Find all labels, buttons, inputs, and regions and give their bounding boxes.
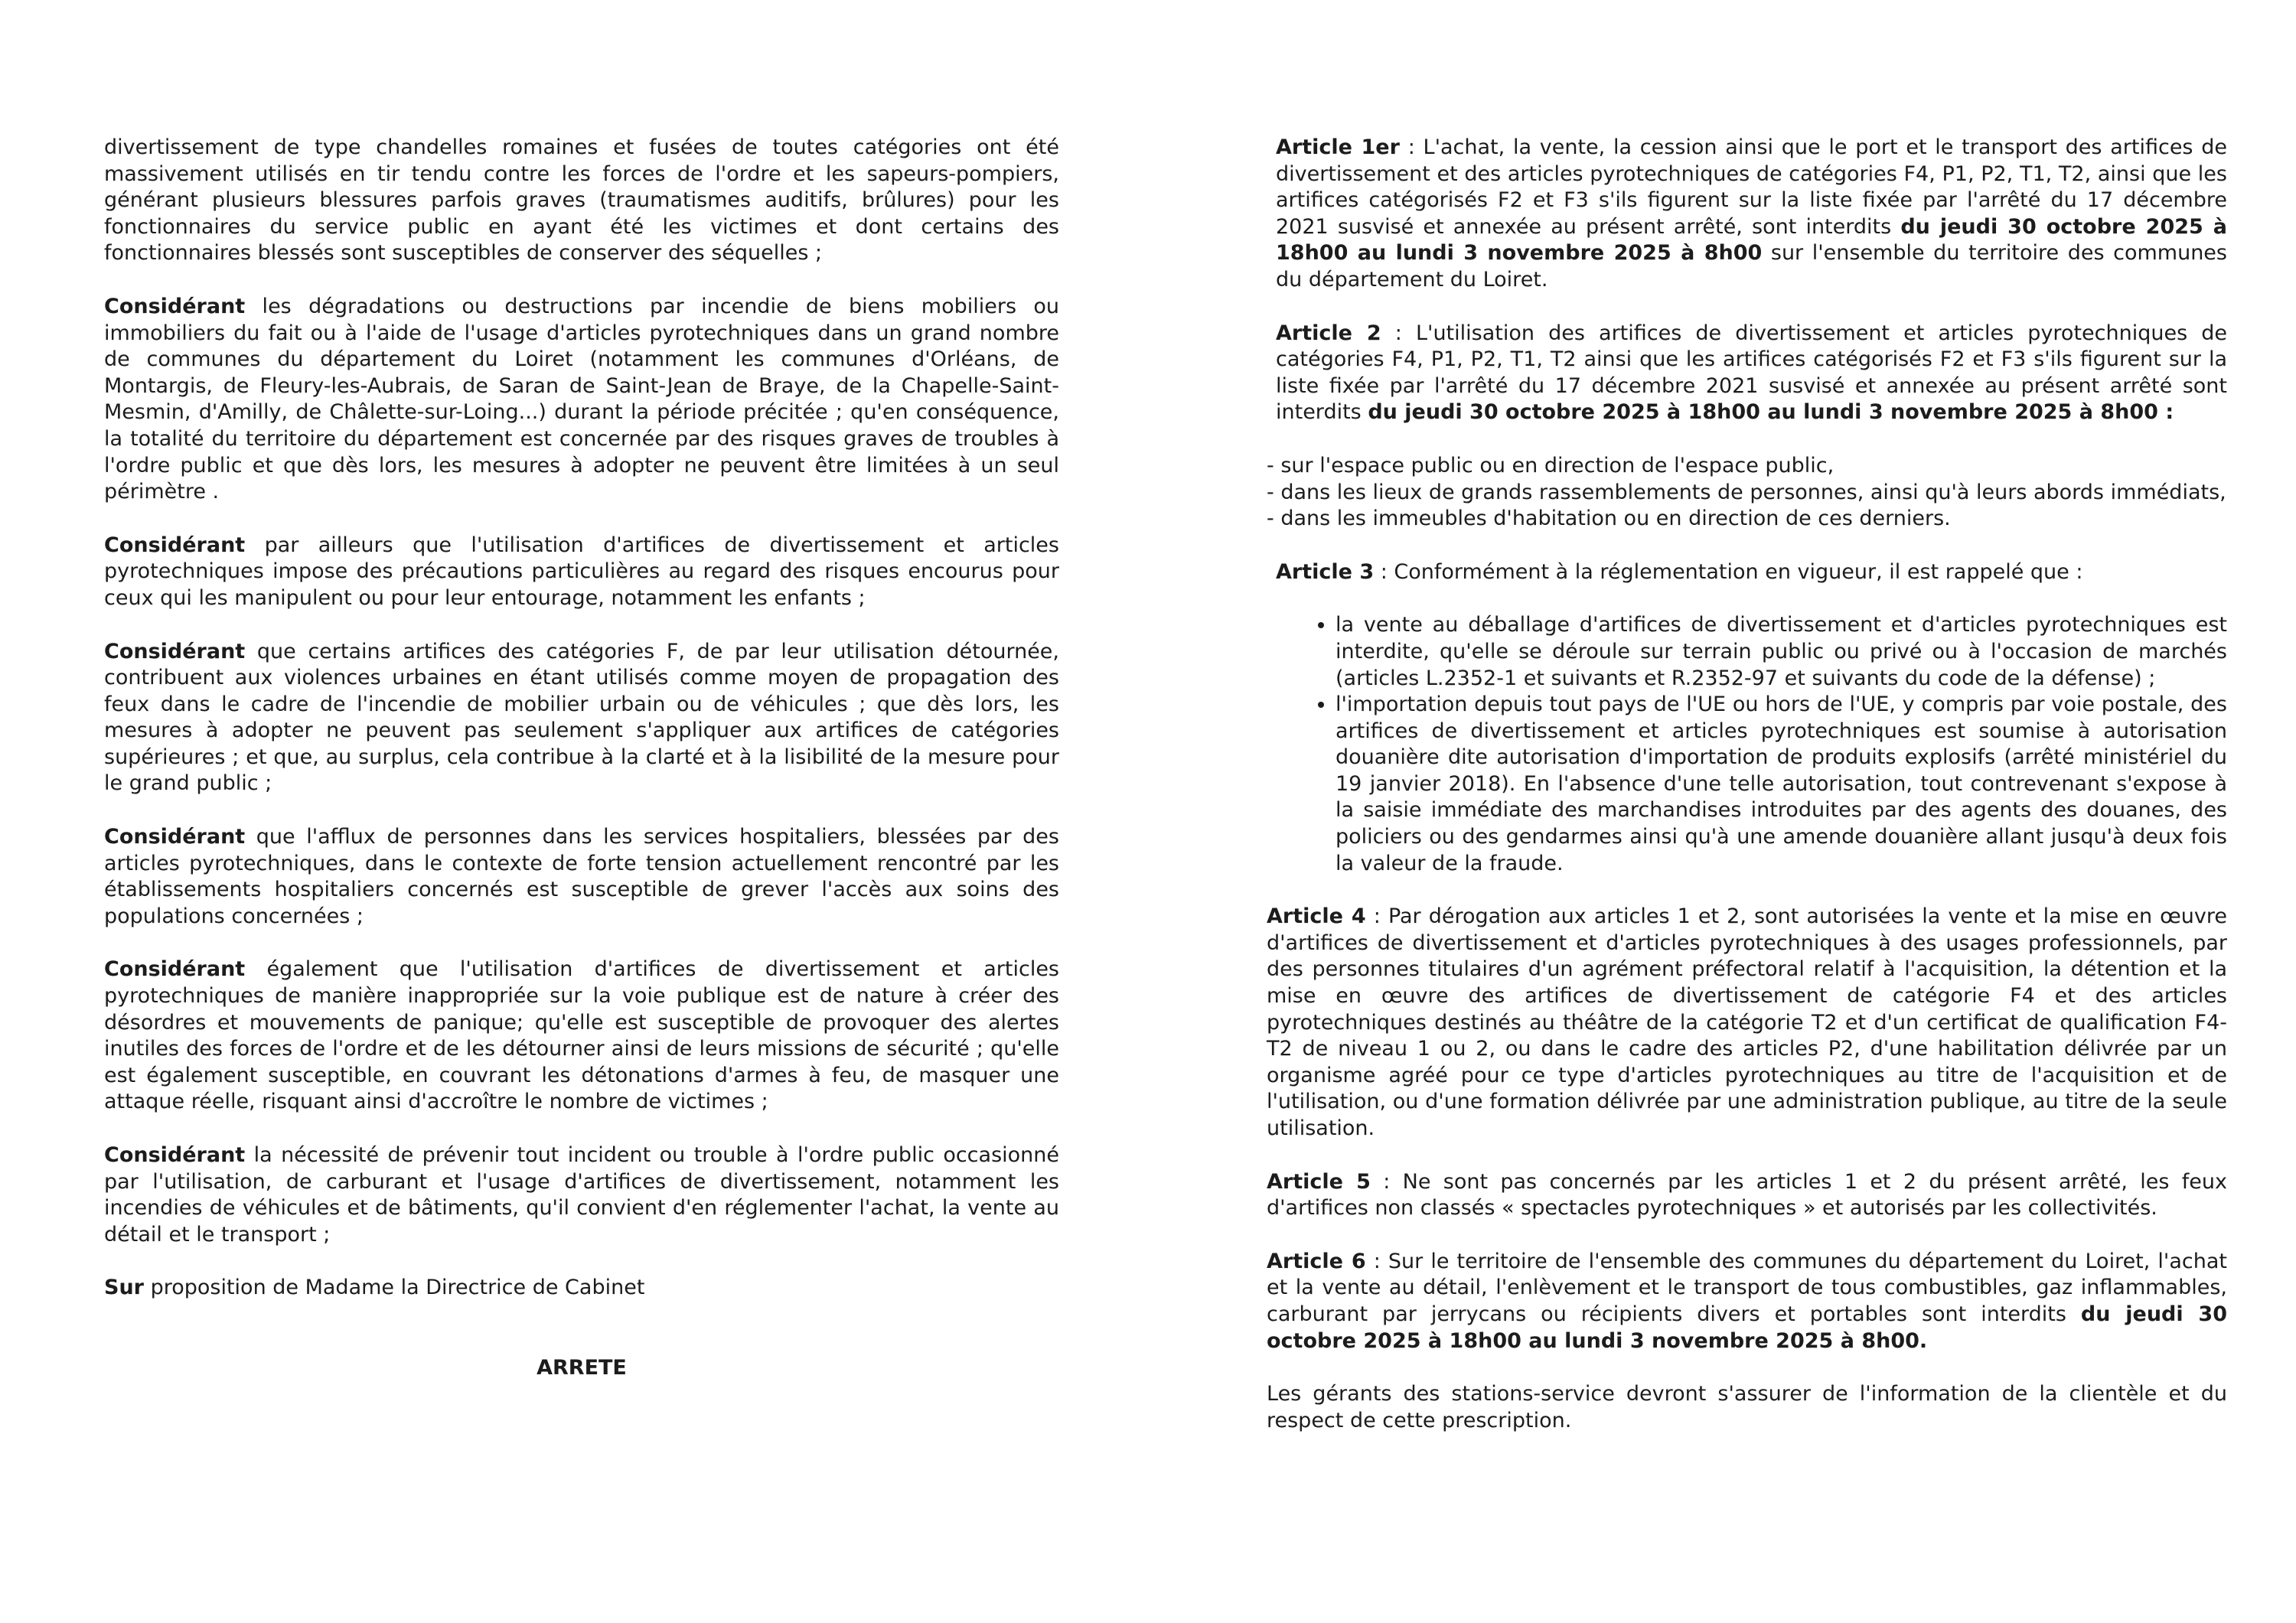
article-6-lead: Article 6 [1267,1249,1366,1273]
right-page [1267,135,2227,1461]
article-3 [1267,559,2227,586]
list-item: - dans les lieux de grands rassemblements de personnes, ainsi qu'à leurs abords immédiats, [1267,480,2226,504]
considerant-lead: Considérant [104,294,246,318]
article-3-text: : Conformément à la réglementation en vigueur, il est rappelé que : [1374,559,2083,584]
intro-paragraph: divertissement de type chandelles romaines et fusées de toutes catégories ont été massivement utilisés en tir tendu contre les forces de l'ordre et les sapeurs-pompiers, générant plusieurs blessures parfois graves (traumatismes auditifs, brûlures) pour les fonctionnaires du service public en ayant été les victimes et dont certains des fonctionnaires blessés sont susceptibles de conserver des séquelles ; [104,135,1059,266]
article-2-lead: Article 2 [1276,321,1381,345]
article-4-lead: Article 4 [1267,904,1366,929]
article-1-lead: Article 1er [1276,135,1400,159]
considerant-text: également que l'utilisation d'artifices de divertissement et articles pyrotechniques de manière inappropriée sur la voie publique est de nature à créer des désordres et mouvements de panique; qu'elle est susceptible de provoquer des alertes inutiles des forces de l'ordre et de les détourner ainsi de leurs missions de sécurité ; qu'elle est également susceptible, en couvrant les détonations d'armes à feu, de masquer une attaque réelle, risquant ainsi d'accroître le nombre de victimes ; [104,957,1059,1114]
considerant-text: par ailleurs que l'utilisation d'artifices de divertissement et articles pyrotechniques impose des précautions particulières au regard des risques encourus pour ceux qui les manipulent ou pour leur entourage, notamment les enfants ; [104,533,1059,610]
list-item: - dans les immeubles d'habitation ou en direction de ces derniers. [1267,507,1951,531]
article-1-dates: du jeudi 30 octobre 2025 à 18h00 au lundi 3 novembre 2025 à 8h00 [1276,214,2227,266]
left-page [104,135,1059,1409]
considerant-lead: Considérant [104,1143,246,1167]
article-3-list [1267,612,2227,877]
article-3-lead: Article 3 [1276,559,1375,584]
article-1 [1267,135,2227,294]
considerant-lead: Considérant [104,825,246,849]
list-item: • l'importation depuis tout pays de l'UE ou hors de l'UE, y compris par voie postale, des artifices de divertissement et articles pyrotechniques est soumise à autorisation douanière dite autorisation d'importation de produits explosifs (arrêté ministériel du 19 janvier 2018). En l'absence d'une telle autorisation, tout contrevenant s'expose à la saisie immédiate des marchandises introduites par des agents des douanes, des policiers ou des gendarmes ainsi qu'à une amende douanière allant jusqu'à deux fois la valeur de la fraude. [1336,692,2227,877]
article-5-text: : Ne sont pas concernés par les articles 1 et 2 du présent arrêté, les feux d'artifices non classés « spectacles pyrotechniques » et autorisés par les collectivités. [1267,1169,2227,1221]
arrete-title: ARRETE [536,1355,627,1380]
considerant-6 [104,1142,1059,1248]
article-2 [1267,321,2227,426]
considerant-lead: Considérant [104,957,246,982]
article-2-list [1267,453,2227,533]
considerant-text: que certains artifices des catégories F, de par leur utilisation détournée, contribuent aux violences urbaines en étant utilisés comme moyen de propagation des feux dans le cadre de l'incendie de mobilier urbain ou de véhicules ; que dès lors, les mesures à adopter ne peuvent pas seulement s'appliquer aux artifices de catégories supérieures ; et que, au surplus, cela contribue à la clarté et à la lisibilité de la mesure pour le grand public ; [104,639,1059,796]
considerant-5 [104,957,1059,1116]
article-4-text: : Par dérogation aux articles 1 et 2, sont autorisées la vente et la mise en œuvre d'artifices de divertissement et d'articles pyrotechniques à des usages professionnels, par des personnes titulaires d'un agrément préfectoral relatif à l'acquisition, la détention et la mise en œuvre des artifices de divertissement de catégorie F4 et des articles pyrotechniques destinés au théâtre de la catégorie T2 et d'un certificat de qualification F4-T2 de niveau 1 ou 2, ou dans le cadre des articles P2, d'une habilitation délivrée par un organisme agréé pour ce type d'articles pyrotechniques au titre de l'acquisition et de l'utilisation, ou d'une formation délivrée par une administration publique, au titre de la seule utilisation. [1267,904,2227,1140]
considerant-text: les dégradations ou destructions par incendie de biens mobiliers ou immobiliers du fait ou à l'aide de l'usage d'articles pyrotechniques dans un grand nombre de communes du département du Loiret (notamment les communes d'Orléans, de Montargis, de Fleury-les-Aubrais, de Saran de Saint-Jean de Braye, de la Chapelle-Saint-Mesmin, d'Amilly, de Châlette-sur-Loing...) durant la période précitée ; qu'en conséquence, la totalité du territoire du département est concernée par des risques graves de troubles à l'ordre public et que dès lors, les mesures à adopter ne peuvent être limitées à un seul périmètre . [104,294,1059,504]
arrete-heading [104,1355,1059,1382]
article-4 [1267,904,2227,1142]
article-1-text: : L'achat, la vente, la cession ainsi que le port et le transport des artifices de divertissement et des articles pyrotechniques de catégories F4, P1, P2, T1, T2, ainsi que les artifices catégorisés F2 et F3 s'ils figurent sur la liste fixée par l'arrêté du 17 décembre 2021 susvisé et annexée au présent arrêté, sont interdits [1276,135,2228,239]
list-item: - sur l'espace public ou en direction de l'espace public, [1267,453,1835,477]
proposition-lead: Sur [104,1276,144,1300]
considerant-2 [104,533,1059,612]
article-1-end: sur l'ensemble du territoire des communes du département du Loiret. [1276,241,2227,292]
considerant-text: la nécessité de prévenir tout incident ou trouble à l'ordre public occasionné par l'utilisation, de carburant et l'usage d'artifices de divertissement, notamment les incendies de véhicules et de bâtiments, qu'il convient d'en réglementer l'achat, la vente au détail et le transport ; [104,1143,1059,1247]
considerant-lead: Considérant [104,639,246,663]
considerant-text: que l'afflux de personnes dans les services hospitaliers, blessées par des articles pyrotechniques, dans le contexte de forte tension actuellement rencontré par les établissements hospitaliers concernés est susceptible de grever l'accès aux soins des populations concernées ; [104,825,1059,928]
considerant-1 [104,294,1059,506]
proposition-line [104,1275,1059,1302]
considerant-lead: Considérant [104,533,246,557]
article-6-text: : Sur le territoire de l'ensemble des communes du département du Loiret, l'achat et la vente au détail, l'enlèvement et le transport de tous combustibles, gaz inflammables, carburant par jerrycans ou récipients divers et portables sont interdits [1267,1249,2227,1326]
considerant-4 [104,824,1059,930]
article-6-dates: du jeudi 30 octobre 2025 à 18h00 au lundi 3 novembre 2025 à 8h00. [1267,1302,2227,1353]
considerant-3 [104,639,1059,798]
article-5-lead: Article 5 [1267,1169,1371,1194]
article-6 [1267,1249,2227,1354]
article-2-dates: du jeudi 30 octobre 2025 à 18h00 au lundi 3 novembre 2025 à 8h00 : [1368,400,2174,425]
proposition-text: proposition de Madame la Directrice de Cabinet [143,1276,645,1300]
article-5 [1267,1169,2227,1222]
list-item: • la vente au déballage d'artifices de divertissement et d'articles pyrotechniques est interdite, qu'elle se déroule sur terrain public ou privé ou à l'occasion de marchés (articles L.2352-1 et suivants et R.2352-97 et suivants du code de la défense) ; [1336,612,2227,692]
article-2-text: : L'utilisation des artifices de divertissement et articles pyrotechniques de catégories F4, P1, P2, T1, T2 ainsi que les artifices catégorisés F2 et F3 s'ils figurent sur la liste fixée par l'arrêté du 17 décembre 2021 susvisé et annexée au présent arrêté sont interdits [1276,321,2228,425]
gerants-paragraph: Les gérants des stations-service devront s'assurer de l'information de la clientèle et du respect de cette prescription. [1267,1382,2227,1432]
